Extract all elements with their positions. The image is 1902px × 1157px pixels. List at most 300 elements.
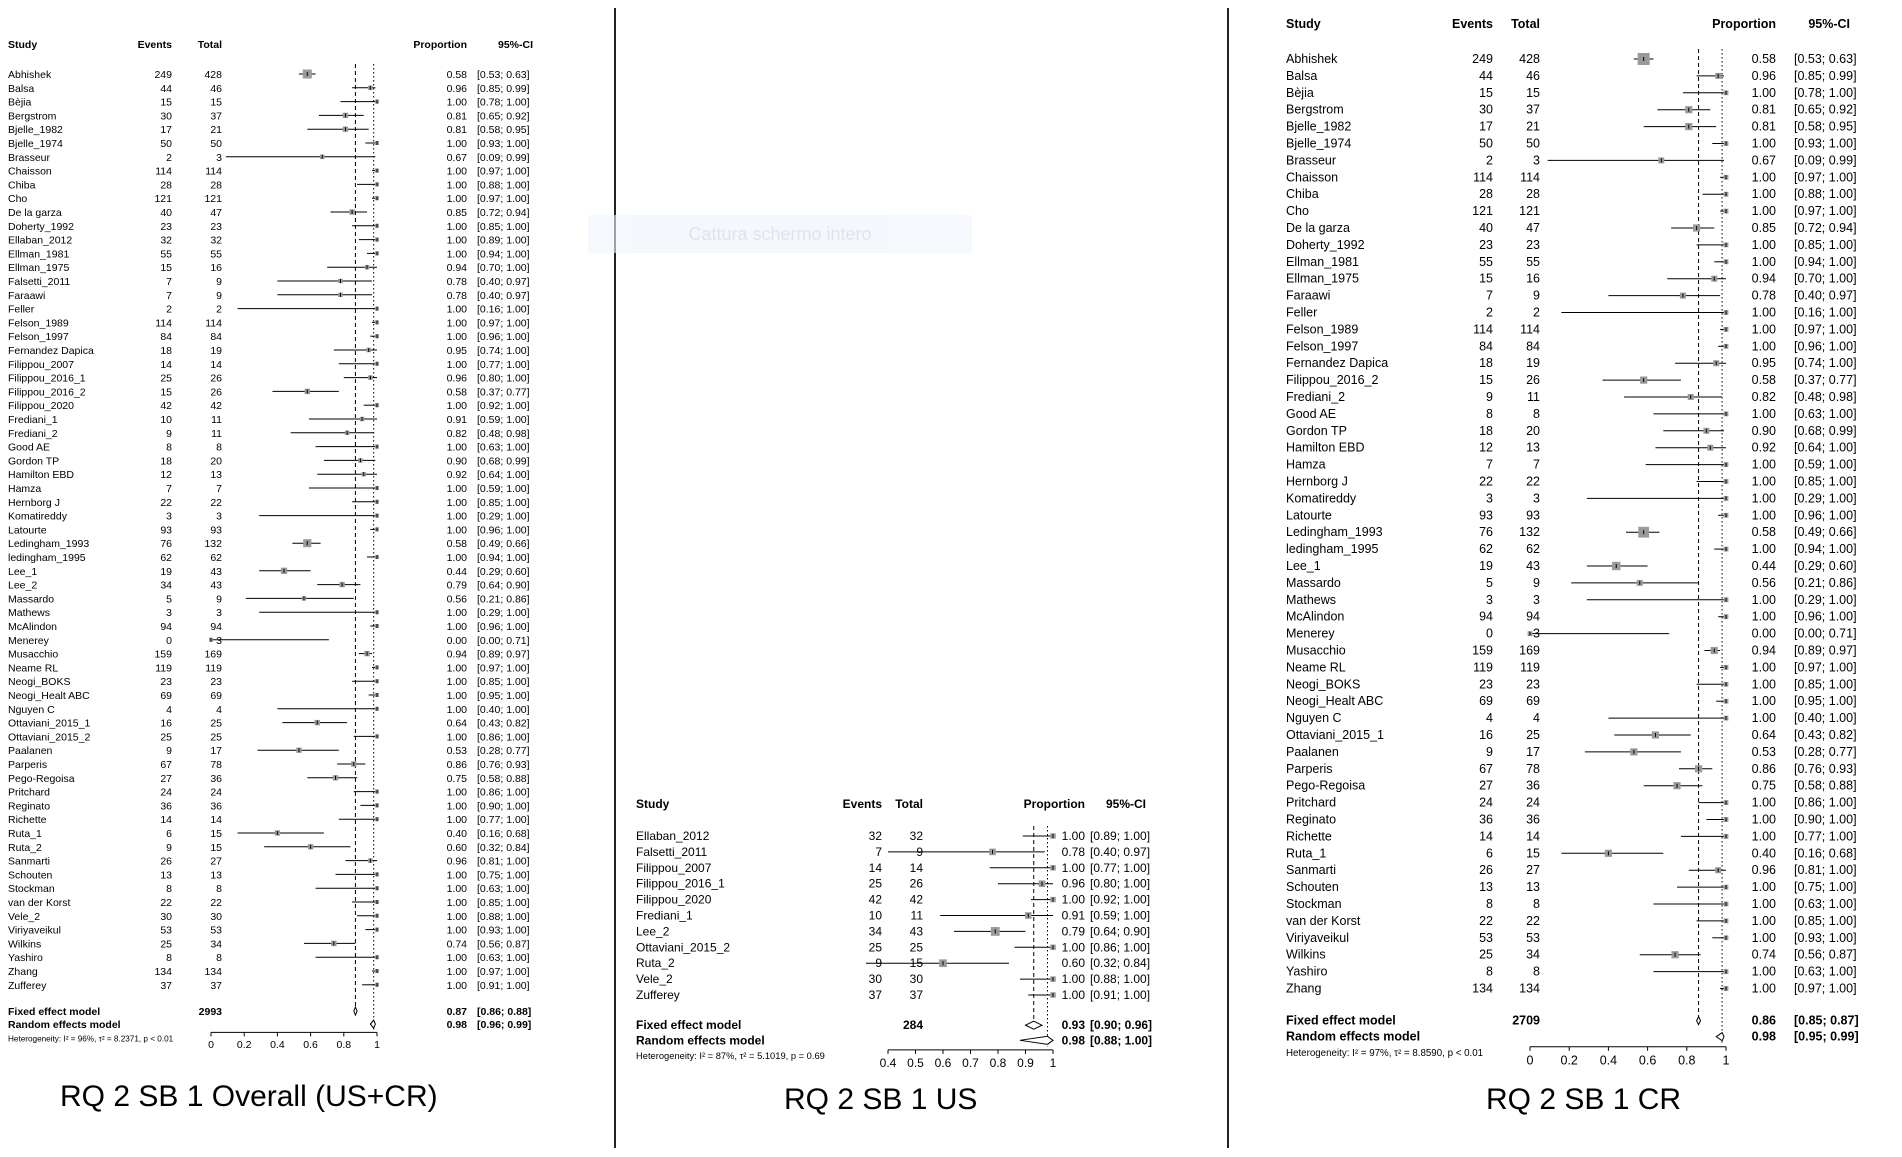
- ci-value: [0.74; 1.00]: [477, 345, 530, 357]
- heterogeneity-text: Heterogeneity: I² = 97%, τ² = 8.8590, p < 0.01: [1286, 1047, 1484, 1059]
- study-label: Faraawi: [8, 289, 46, 302]
- proportion-value: 1.00: [1751, 609, 1776, 624]
- total-value: 47: [1526, 221, 1540, 235]
- proportion-value: 1.00: [1751, 930, 1776, 945]
- ci-value: [0.70; 1.00]: [477, 262, 530, 275]
- study-label: Nguyen C: [1286, 711, 1342, 726]
- proportion-value: 1.00: [446, 552, 467, 564]
- header-total: Total: [197, 39, 222, 51]
- proportion-value: 0.96: [1751, 68, 1776, 83]
- total-value: 53: [210, 924, 222, 937]
- ci-value: [0.65; 0.92]: [477, 110, 530, 123]
- study-label: Filippou_2007: [8, 358, 74, 371]
- events-value: 18: [160, 455, 172, 468]
- proportion-value: 1.00: [1751, 508, 1776, 523]
- proportion-value: 1.00: [1061, 940, 1085, 955]
- ci-value: [0.88; 1.00]: [1090, 972, 1151, 987]
- events-value: 94: [1479, 609, 1493, 624]
- header-ci: 95%-CI: [497, 39, 533, 51]
- total-value: 26: [210, 386, 222, 399]
- study-label: Ellman_1981: [1286, 254, 1359, 269]
- study-label: Ruta_1: [8, 828, 42, 840]
- ci-value: [0.93; 1.00]: [477, 924, 530, 937]
- study-label: Bjelle_1982: [8, 124, 63, 137]
- proportion-value: 0.67: [1751, 153, 1776, 168]
- study-label: Hamilton EBD: [1286, 440, 1365, 455]
- study-label: Fernandez Dapica: [8, 345, 94, 357]
- proportion-value: 1.00: [446, 924, 467, 937]
- total-value: 37: [210, 110, 222, 123]
- total-value: 17: [1526, 744, 1540, 759]
- study-label: Chaisson: [8, 165, 52, 178]
- total-value: 169: [204, 648, 222, 661]
- events-value: 34: [868, 924, 882, 939]
- proportion-value: 0.74: [1751, 947, 1776, 962]
- proportion-value: 0.96: [1751, 863, 1776, 878]
- events-value: 18: [160, 345, 172, 357]
- study-label: Falsetti_2011: [8, 276, 71, 288]
- total-value: 23: [1526, 237, 1540, 252]
- events-value: 50: [1479, 136, 1493, 151]
- proportion-value: 1.00: [1751, 795, 1776, 810]
- ci-value: [0.77; 1.00]: [477, 814, 530, 827]
- total-value: 22: [210, 897, 222, 909]
- total-value: 21: [1526, 119, 1540, 134]
- header-study: Study: [8, 39, 38, 51]
- events-value: 14: [160, 358, 172, 371]
- total-value: 3: [1533, 626, 1540, 641]
- header-proportion: Proportion: [1712, 17, 1776, 31]
- total-value: 8: [1533, 964, 1540, 979]
- events-value: 0: [166, 634, 172, 647]
- total-value: 26: [1526, 373, 1540, 388]
- total-value: 8: [216, 441, 222, 454]
- events-value: 9: [1486, 390, 1493, 404]
- ci-value: [0.97; 1.00]: [1794, 204, 1857, 219]
- proportion-value: 0.94: [1751, 271, 1776, 286]
- study-label: Zhang: [8, 966, 38, 978]
- proportion-value: 1.00: [446, 138, 467, 150]
- study-label: McAlindon: [8, 621, 58, 633]
- study-label: Ellaban_2012: [8, 234, 73, 247]
- events-value: 42: [868, 892, 882, 907]
- total-value: 13: [210, 469, 222, 482]
- study-label: Paalanen: [8, 745, 53, 758]
- events-value: 7: [1486, 457, 1493, 472]
- proportion-value: 1.00: [446, 814, 467, 827]
- study-label: Felson_1997: [1286, 339, 1359, 354]
- events-value: 12: [1479, 440, 1493, 455]
- ci-value: [0.85; 1.00]: [477, 220, 530, 233]
- ci-value: [0.95; 1.00]: [1794, 694, 1857, 709]
- ci-value: [0.59; 1.00]: [477, 414, 530, 426]
- proportion-value: 0.40: [1751, 846, 1776, 861]
- events-value: 249: [1472, 52, 1493, 66]
- events-value: 119: [155, 662, 172, 675]
- ci-value: [0.85; 1.00]: [1794, 474, 1857, 489]
- total-value: 30: [909, 972, 923, 987]
- total-value: 78: [210, 759, 222, 771]
- events-value: 2: [166, 303, 172, 316]
- proportion-value: 0.92: [1751, 440, 1776, 455]
- proportion-value: 1.00: [446, 303, 467, 316]
- proportion-value: 0.91: [1061, 908, 1085, 923]
- study-label: Komatireddy: [1286, 491, 1357, 506]
- fixed-effect-proportion: 0.87: [446, 1006, 467, 1019]
- study-label: Viriyaveikul: [8, 924, 61, 937]
- events-value: 14: [160, 814, 172, 827]
- events-value: 25: [160, 372, 172, 385]
- total-value: 15: [210, 96, 222, 109]
- events-value: 50: [160, 138, 172, 150]
- proportion-value: 0.58: [446, 69, 467, 81]
- proportion-value: 0.78: [446, 276, 467, 288]
- total-value: 37: [909, 988, 923, 1002]
- ci-value: [0.90; 1.00]: [477, 800, 530, 813]
- study-label: Lee_2: [8, 579, 38, 592]
- study-label: Sanmarti: [1286, 863, 1337, 878]
- proportion-value: 1.00: [1061, 892, 1085, 907]
- events-value: 2: [1486, 153, 1493, 168]
- ci-value: [0.21; 0.86]: [477, 593, 530, 606]
- ci-value: [0.96; 1.00]: [1794, 609, 1857, 624]
- events-value: 67: [1479, 761, 1493, 776]
- proportion-value: 0.82: [1751, 390, 1776, 404]
- ci-value: [0.53; 0.63]: [477, 69, 530, 81]
- total-value: 94: [210, 621, 222, 633]
- fixed-effect-label: Fixed effect model: [636, 1018, 742, 1033]
- total-value: 114: [1520, 170, 1540, 185]
- study-label: Frediani_2: [1286, 390, 1346, 404]
- header-events: Events: [1452, 17, 1493, 31]
- events-value: 93: [1479, 508, 1493, 523]
- study-label: Ellman_1975: [1286, 271, 1359, 286]
- study-label: Menerey: [1286, 626, 1335, 641]
- ci-value: [0.92; 1.00]: [1090, 892, 1151, 907]
- total-value: 26: [909, 876, 923, 891]
- total-value: 114: [205, 165, 222, 178]
- ci-value: [0.88; 1.00]: [1794, 187, 1857, 202]
- study-label: Abhishek: [1286, 52, 1338, 66]
- events-value: 23: [1479, 237, 1493, 252]
- ci-value: [0.37; 0.77]: [477, 386, 530, 399]
- ci-value: [0.76; 0.93]: [1794, 761, 1857, 776]
- ci-value: [0.92; 1.00]: [477, 400, 530, 413]
- total-value: 3: [1533, 491, 1540, 506]
- events-value: 28: [160, 179, 172, 192]
- total-value: 24: [1526, 795, 1540, 810]
- events-value: 53: [1479, 930, 1493, 945]
- events-value: 25: [160, 731, 172, 744]
- proportion-value: 1.00: [1751, 981, 1776, 996]
- proportion-value: 1.00: [1751, 913, 1776, 928]
- total-value: 11: [1527, 390, 1540, 404]
- study-label: Parperis: [8, 759, 48, 771]
- events-value: 8: [166, 441, 172, 454]
- events-value: 32: [160, 234, 172, 247]
- total-value: 55: [210, 248, 222, 261]
- ci-value: [0.64; 0.90]: [477, 579, 530, 592]
- events-value: 15: [1479, 271, 1493, 286]
- fixed-effect-proportion: 0.86: [1751, 1013, 1776, 1028]
- ci-value: [0.29; 1.00]: [477, 607, 530, 620]
- ci-value: [0.16; 1.00]: [1794, 305, 1857, 320]
- proportion-value: 0.96: [446, 372, 467, 385]
- events-value: 28: [1479, 187, 1493, 202]
- caption-us: RQ 2 SB 1 US: [784, 1083, 978, 1116]
- events-value: 37: [160, 979, 172, 992]
- events-value: 76: [1479, 525, 1493, 540]
- ci-value: [0.40; 0.97]: [477, 289, 530, 302]
- events-value: 114: [1473, 170, 1493, 185]
- proportion-value: 1.00: [446, 662, 467, 675]
- ci-value: [0.85; 1.00]: [1794, 237, 1857, 252]
- events-value: 3: [1486, 592, 1493, 607]
- ci-value: [0.48; 0.98]: [477, 427, 530, 440]
- total-value: 14: [210, 814, 222, 827]
- ci-value: [0.29; 1.00]: [1794, 592, 1857, 607]
- ci-value: [0.88; 1.00]: [477, 179, 530, 192]
- total-value: 13: [1526, 880, 1540, 895]
- proportion-value: 1.00: [446, 703, 467, 716]
- study-label: Feller: [1286, 305, 1318, 320]
- ci-value: [0.40; 0.97]: [1794, 288, 1857, 303]
- random-effects-diamond: [1020, 1036, 1053, 1044]
- events-value: 5: [1486, 575, 1493, 590]
- ci-value: [0.97; 1.00]: [477, 966, 530, 978]
- proportion-value: 1.00: [446, 676, 467, 689]
- ci-value: [0.78; 1.00]: [1794, 85, 1857, 100]
- ci-value: [0.63; 1.00]: [477, 441, 530, 454]
- total-value: 3: [216, 634, 222, 647]
- ci-value: [0.00; 0.71]: [1794, 626, 1857, 641]
- events-value: 114: [155, 165, 172, 178]
- ci-value: [0.56; 0.87]: [1794, 947, 1857, 962]
- proportion-value: 1.00: [446, 317, 467, 330]
- events-value: 134: [154, 966, 172, 978]
- proportion-value: 0.90: [446, 455, 467, 468]
- ci-value: [0.96; 1.00]: [1794, 508, 1857, 523]
- study-label: Brasseur: [8, 151, 51, 164]
- proportion-value: 1.00: [1751, 237, 1776, 252]
- total-value: 169: [1519, 643, 1540, 658]
- ci-value: [0.74; 1.00]: [1794, 356, 1857, 371]
- study-label: Schouten: [8, 869, 53, 882]
- study-label: Massardo: [8, 593, 55, 606]
- study-label: Filippou_2007: [636, 860, 712, 875]
- events-value: 7: [1486, 288, 1493, 303]
- random-effects-label: Random effects model: [636, 1033, 765, 1048]
- events-value: 55: [1479, 254, 1493, 269]
- events-value: 134: [1472, 981, 1493, 996]
- events-value: 44: [1479, 68, 1493, 83]
- events-value: 14: [1479, 829, 1493, 844]
- ci-value: [0.59; 1.00]: [477, 483, 530, 495]
- proportion-value: 1.00: [446, 331, 467, 344]
- ci-value: [0.75; 1.00]: [1794, 880, 1857, 895]
- ci-value: [0.85; 0.99]: [477, 82, 530, 95]
- ci-value: [0.95; 1.00]: [477, 690, 530, 702]
- study-label: van der Korst: [1286, 913, 1361, 928]
- study-label: Zhang: [1286, 981, 1322, 996]
- events-value: 9: [166, 427, 172, 440]
- proportion-value: 1.00: [1751, 829, 1776, 844]
- ci-value: [0.29; 0.60]: [477, 565, 530, 578]
- ci-value: [0.09; 0.99]: [1794, 153, 1857, 168]
- events-value: 76: [160, 538, 172, 551]
- ci-value: [0.48; 0.98]: [1794, 390, 1857, 404]
- total-value: 132: [1519, 525, 1540, 540]
- study-label: Hernborg J: [1286, 474, 1348, 489]
- ci-value: [0.65; 0.92]: [1794, 102, 1857, 117]
- ci-value: [0.94; 1.00]: [1794, 254, 1857, 269]
- screen-capture-watermark: Cattura schermo intero: [588, 215, 972, 253]
- total-value: 11: [211, 414, 222, 426]
- forest-plot-overall: [0, 0, 614, 1085]
- events-value: 94: [160, 621, 172, 633]
- ci-value: [0.94; 1.00]: [477, 552, 530, 564]
- events-value: 42: [160, 400, 172, 413]
- total-value: 69: [1526, 694, 1540, 709]
- study-label: Ellaban_2012: [636, 829, 710, 843]
- proportion-value: 1.00: [446, 496, 467, 509]
- study-label: Balsa: [1286, 68, 1318, 83]
- random-effects-proportion: 0.98: [1061, 1033, 1085, 1048]
- total-value: 78: [1526, 761, 1540, 776]
- header-proportion: Proportion: [1023, 797, 1085, 811]
- ci-value: [0.64; 1.00]: [477, 469, 530, 482]
- proportion-value: 1.00: [1751, 322, 1776, 337]
- events-value: 30: [160, 110, 172, 123]
- proportion-value: 0.00: [446, 634, 467, 647]
- proportion-value: 0.96: [1061, 876, 1085, 891]
- study-label: Neogi_Healt ABC: [8, 690, 90, 702]
- study-label: ledingham_1995: [8, 552, 86, 564]
- header-study: Study: [636, 797, 670, 811]
- ci-value: [0.75; 1.00]: [477, 869, 530, 882]
- study-label: Feller: [8, 303, 35, 316]
- events-value: 44: [160, 82, 172, 95]
- proportion-value: 0.58: [1751, 52, 1776, 66]
- random-effects-diamond: [370, 1020, 375, 1028]
- proportion-value: 0.74: [446, 938, 467, 951]
- events-value: 121: [154, 193, 172, 206]
- ci-value: [0.97; 1.00]: [477, 662, 530, 675]
- proportion-value: 0.64: [446, 717, 467, 730]
- events-value: 93: [160, 524, 172, 537]
- events-value: 114: [1473, 322, 1493, 337]
- proportion-value: 0.94: [1751, 643, 1776, 658]
- total-value: 20: [1526, 423, 1540, 438]
- ci-value: [0.80; 1.00]: [477, 372, 530, 385]
- study-label: Massardo: [1286, 575, 1341, 590]
- proportion-value: 1.00: [446, 165, 467, 178]
- study-label: Paalanen: [1286, 744, 1339, 759]
- study-label: Filippou_2020: [636, 892, 712, 907]
- events-value: 249: [154, 69, 172, 81]
- ci-value: [0.80; 1.00]: [1090, 876, 1151, 891]
- events-value: 3: [1486, 491, 1493, 506]
- study-label: Ruta_2: [8, 841, 42, 854]
- study-label: Ottaviani_2015_2: [8, 731, 91, 744]
- study-label: Lee_1: [1286, 559, 1321, 573]
- x-axis-tick-label: 0.2: [1560, 1053, 1578, 1068]
- proportion-value: 0.78: [1751, 288, 1776, 303]
- ci-value: [0.49; 0.66]: [477, 538, 530, 551]
- ci-value: [0.70; 1.00]: [1794, 271, 1857, 286]
- fixed-effect-proportion: 0.93: [1061, 1018, 1085, 1033]
- total-value: 8: [216, 883, 222, 896]
- x-axis-tick-label: 0.4: [879, 1055, 897, 1070]
- total-value: 32: [909, 829, 923, 843]
- ci-value: [0.85; 1.00]: [1794, 913, 1857, 928]
- ci-value: [0.90; 1.00]: [1794, 812, 1857, 827]
- study-label: Filippou_2020: [8, 400, 74, 413]
- proportion-value: 1.00: [446, 248, 467, 261]
- proportion-value: 0.58: [1751, 373, 1776, 388]
- fixed-effect-total: 2709: [1512, 1013, 1540, 1028]
- ci-value: [0.88; 1.00]: [477, 910, 530, 923]
- total-value: 43: [210, 579, 222, 592]
- proportion-value: 1.00: [1751, 880, 1776, 895]
- total-value: 25: [210, 731, 222, 744]
- events-value: 30: [1479, 102, 1493, 117]
- ci-value: [0.58; 0.95]: [1794, 119, 1857, 134]
- events-value: 8: [1486, 964, 1493, 979]
- x-axis-tick-label: 0.8: [989, 1055, 1007, 1070]
- study-label: Doherty_1992: [1286, 237, 1365, 252]
- ci-value: [0.58; 0.95]: [477, 124, 530, 137]
- proportion-value: 1.00: [446, 96, 467, 109]
- ci-value: [0.81; 1.00]: [477, 855, 530, 868]
- proportion-value: 0.79: [1061, 924, 1085, 939]
- proportion-value: 1.00: [1061, 988, 1085, 1002]
- ci-value: [0.85; 1.00]: [477, 897, 530, 909]
- proportion-value: 1.00: [1751, 491, 1776, 506]
- study-label: Pego-Regoisa: [8, 772, 75, 785]
- ci-value: [0.97; 1.00]: [477, 165, 530, 178]
- ci-value: [0.29; 0.60]: [1794, 559, 1857, 573]
- x-axis-tick-label: 0.4: [1599, 1053, 1618, 1068]
- study-label: Hamza: [8, 483, 42, 495]
- events-value: 36: [1479, 812, 1493, 827]
- total-value: 28: [210, 179, 222, 192]
- random-effects-ci: [0.88; 1.00]: [1090, 1033, 1153, 1048]
- study-label: Chiba: [8, 179, 36, 192]
- proportion-value: 0.44: [446, 565, 467, 578]
- events-value: 16: [1479, 728, 1493, 742]
- total-value: 55: [1526, 254, 1540, 269]
- events-value: 40: [1479, 221, 1493, 235]
- study-label: Richette: [8, 814, 47, 827]
- total-value: 8: [216, 952, 222, 965]
- events-value: 3: [166, 607, 172, 620]
- events-value: 19: [160, 565, 172, 578]
- events-value: 25: [1479, 947, 1493, 962]
- study-label: Bèjia: [1286, 85, 1314, 100]
- study-label: Ellman_1975: [8, 262, 70, 275]
- study-label: Frediani_1: [8, 414, 58, 426]
- forest-plot-us: [618, 0, 1226, 1085]
- total-value: 114: [205, 317, 222, 330]
- ci-value: [0.94; 1.00]: [1794, 542, 1857, 557]
- total-value: 69: [210, 690, 222, 702]
- x-axis-tick-label: 0.6: [1638, 1053, 1657, 1068]
- ci-value: [0.59; 1.00]: [1090, 908, 1151, 923]
- total-value: 34: [210, 938, 222, 951]
- proportion-value: 1.00: [1751, 136, 1776, 151]
- ci-value: [0.86; 1.00]: [477, 786, 530, 799]
